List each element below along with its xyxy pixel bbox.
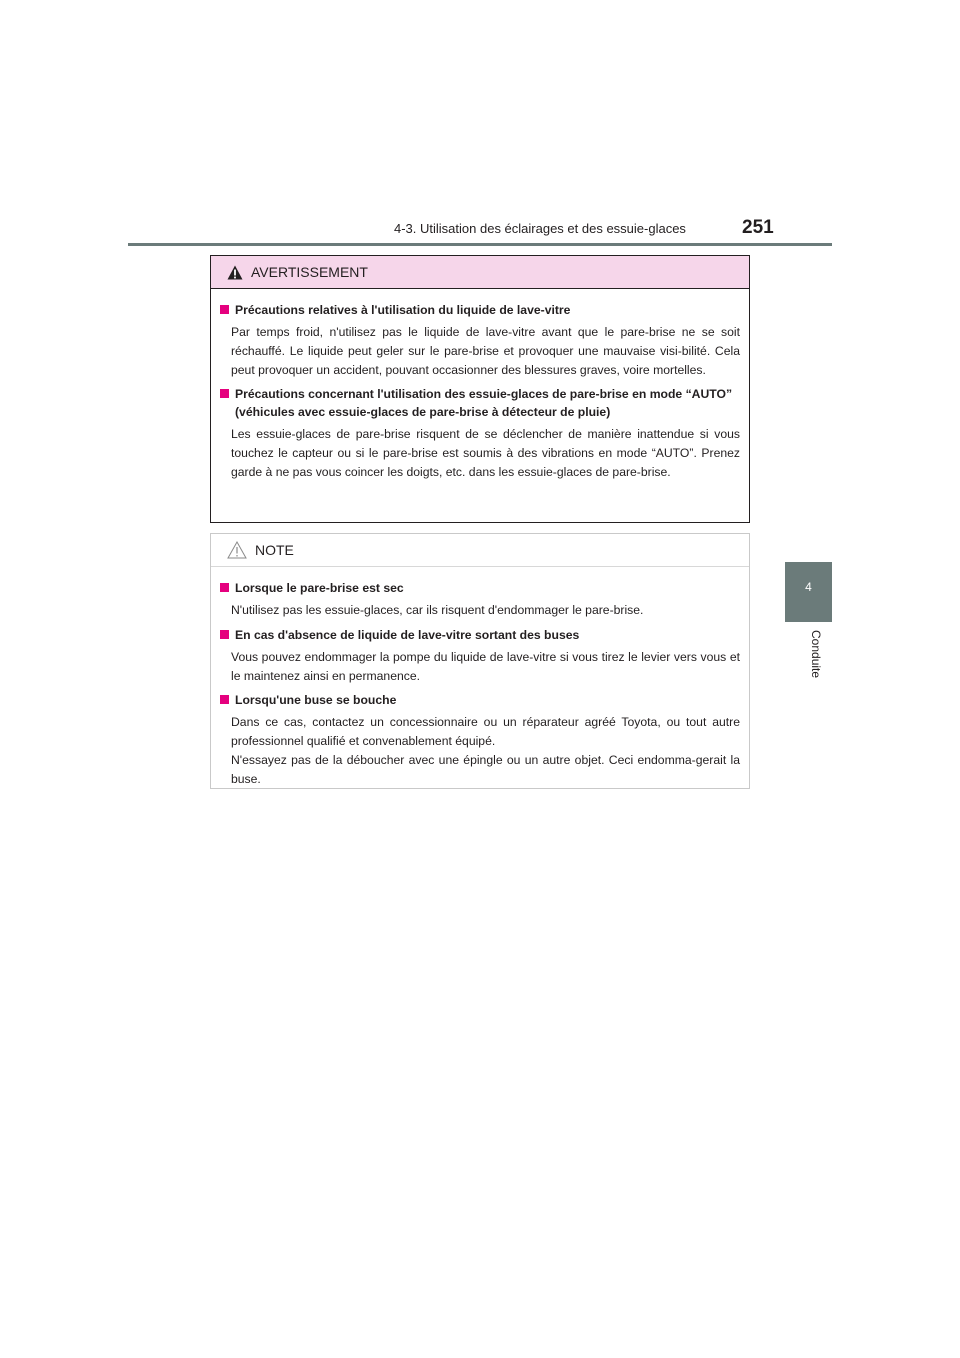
section-title: 4-3. Utilisation des éclairages et des essuie-glaces	[394, 221, 686, 236]
note-item-title: Lorsqu'une buse se bouche	[235, 693, 397, 708]
warning-box	[210, 255, 750, 523]
square-bullet-icon	[220, 583, 229, 592]
warning-item	[220, 301, 740, 379]
warning-item-text: Par temps froid, n'utilisez pas le liquide de lave-vitre avant que le pare-brise ne se soit réchauffé. Le liquide peut geler sur le pare-brise et provoquer une mauvaise visi-bilité. Cela peut provoquer un accident, pouvant occasionner des blessures graves, voire mortelles.	[231, 325, 740, 377]
note-item-text: Dans ce cas, contactez un concessionnaire ou un réparateur agréé Toyota, ou tout autre professionnel qualifié et convenablement équipé.	[231, 715, 740, 749]
warning-header	[211, 256, 749, 289]
note-header	[211, 534, 749, 567]
warning-item-title: Précautions relatives à l'utilisation du liquide de lave-vitre	[235, 303, 571, 317]
chapter-tab[interactable]	[785, 562, 832, 622]
square-bullet-icon	[220, 695, 229, 704]
square-bullet-icon	[220, 630, 229, 639]
warning-triangle-icon	[227, 265, 243, 280]
page-number: 251	[742, 217, 774, 238]
note-item	[220, 691, 740, 788]
square-bullet-icon	[220, 389, 229, 398]
note-item	[220, 579, 740, 620]
note-item-text: Vous pouvez endommager la pompe du liquide de lave-vitre si vous tirez le levier vers vous et le maintenez ainsi en permanence.	[231, 649, 740, 683]
header-divider	[128, 243, 832, 246]
square-bullet-icon	[220, 305, 229, 314]
warning-item-title: Précautions concernant l'utilisation des essuie-glaces de pare-brise en mode “AUTO” (véhicules avec essuie-glaces de pare-brise à détecteur de pluie)	[235, 387, 733, 420]
warning-item-text: Les essuie-glaces de pare-brise risquent de se déclencher de manière inattendue si vous touchez le capteur ou si le pare-brise est soumis à des vibrations en mode “AUTO”. Prenez garde à ne pas vous coincer les doigts, etc. dans les essuie-glaces de pare-brise.	[231, 427, 740, 479]
warning-body	[211, 289, 749, 482]
note-item-text: N'essayez pas de la déboucher avec une épingle ou un autre objet. Ceci endomma-gerait la buse.	[231, 752, 740, 786]
warning-item	[220, 385, 740, 481]
warning-title: AVERTISSEMENT	[251, 264, 368, 280]
note-item-text: N'utilisez pas les essuie-glaces, car ils risquent d'endommager le pare-brise.	[231, 603, 644, 617]
note-title: NOTE	[255, 542, 294, 558]
note-body	[211, 567, 749, 789]
caution-outline-icon	[227, 541, 247, 559]
note-item	[220, 626, 740, 686]
note-item-title: Lorsque le pare-brise est sec	[235, 581, 404, 595]
note-item-title: En cas d'absence de liquide de lave-vitre sortant des buses	[235, 627, 580, 642]
note-box	[210, 533, 750, 789]
chapter-number: 4	[805, 580, 812, 594]
chapter-label: Conduite	[809, 630, 823, 679]
